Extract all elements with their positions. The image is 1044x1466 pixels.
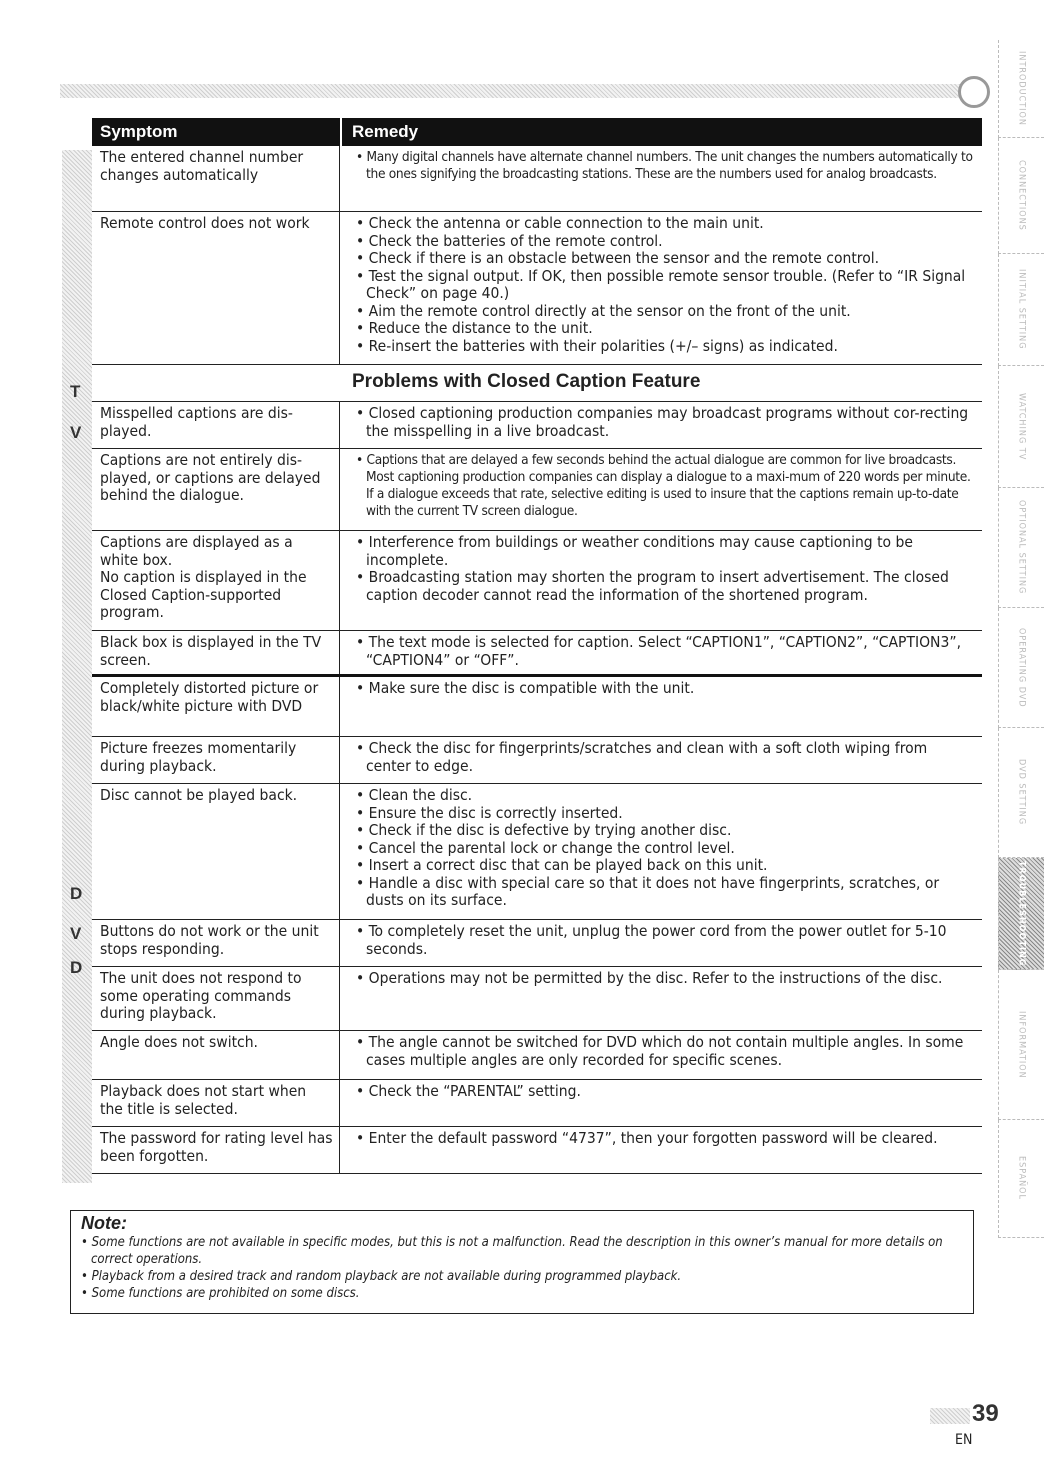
remedy-item: • Make sure the disc is compatible with the unit. xyxy=(356,679,695,697)
tab-introduction[interactable] xyxy=(998,40,1044,138)
table-row xyxy=(92,1080,982,1127)
tab-label: OPTIONAL SETTING xyxy=(1016,500,1027,595)
symptom-cell: Misspelled captions are dis-played. xyxy=(92,402,340,448)
remedy-item: • Check if the disc is defective by trying another disc. xyxy=(356,821,732,839)
symptom-cell: Playback does not start when the title is selected. xyxy=(92,1080,340,1126)
table-row xyxy=(92,784,982,920)
table-row xyxy=(92,146,982,212)
tab-label: WATCHING TV xyxy=(1016,392,1027,461)
symptom-cell: Disc cannot be played back. xyxy=(92,784,340,919)
tab-optional-setting[interactable] xyxy=(998,488,1044,608)
remedy-item: • Check the disc for fingerprints/scratches and clean with a soft cloth wiping from center to edge. xyxy=(356,739,928,775)
section-heading-row xyxy=(92,365,982,402)
tab-information[interactable] xyxy=(998,970,1044,1120)
tab-label: INFORMATION xyxy=(1016,1010,1027,1079)
remedy-item: • To completely reset the unit, unplug the power cord from the power outlet for 5-10 seconds. xyxy=(356,922,947,958)
tab-label: INTRODUCTION xyxy=(1016,51,1027,126)
remedy-item: • Aim the remote control directly at the sensor on the front of the unit. xyxy=(356,301,851,320)
remedy-item: • Operations may not be permitted by the disc. Refer to the instructions of the disc. xyxy=(356,969,943,987)
symptom-cell: Angle does not switch. xyxy=(92,1031,340,1079)
table-row xyxy=(92,402,982,449)
table-row xyxy=(92,677,982,737)
remedy-item: • Check the batteries of the remote control. xyxy=(356,231,663,250)
remedy-item: • Ensure the disc is correctly inserted. xyxy=(356,803,623,822)
remedy-item: • Captions that are delayed a few seconds behind the actual dialogue are common for live broadcasts. Most captioning production companies can display a dialogue to a maxi-mum of 220 words per minute. If a dialogue exceeds that rate, selective editing is used to insure that the captions remain up-to-date with the current TV screen dialogue. xyxy=(356,452,971,519)
tab-label: OPERATING DVD xyxy=(1016,627,1027,708)
symptom-cell: Buttons do not work or the unit stops responding. xyxy=(92,920,340,966)
tab-connections[interactable] xyxy=(998,138,1044,254)
tab-español[interactable] xyxy=(998,1120,1044,1238)
note-box xyxy=(70,1210,974,1314)
table-row xyxy=(92,212,982,365)
tab-watching-tv[interactable] xyxy=(998,366,1044,488)
symptom-cell: The entered channel number changes automatically xyxy=(92,146,340,211)
side-letter: V xyxy=(70,423,82,442)
note-item: • Playback from a desired track and random playback are not available during programmed playback. xyxy=(81,1269,682,1284)
table-row xyxy=(92,1031,982,1080)
tab-dvd-setting[interactable] xyxy=(998,728,1044,858)
remedy-item: • Interference from buildings or weather conditions may cause captioning to be incomplete. xyxy=(356,533,913,569)
empty-cell xyxy=(92,365,340,401)
remedy-cell xyxy=(340,449,982,530)
remedy-item: • Reduce the distance to the unit. xyxy=(356,319,593,337)
table-row xyxy=(92,531,982,631)
remedy-cell xyxy=(340,967,982,1030)
tab-operating-dvd[interactable] xyxy=(998,608,1044,728)
page-number-decoration xyxy=(930,1408,970,1424)
remedy-item: • Broadcasting station may shorten the program to insert advertisement. The closed caption decoder cannot read the information of the shortened program. xyxy=(356,568,949,604)
remedy-cell xyxy=(340,631,982,674)
remedy-cell xyxy=(340,784,982,919)
table-row xyxy=(92,631,982,677)
troubleshooting-table xyxy=(92,118,982,1174)
tab-label: INITIAL SETTING xyxy=(1016,269,1027,350)
symptom-cell: Captions are displayed as a white box. No caption is displayed in the Closed Caption-supported program. xyxy=(92,531,340,630)
table-row xyxy=(92,1127,982,1174)
symptom-cell: Picture freezes momentarily during playback. xyxy=(92,737,340,783)
symptom-cell: The unit does not respond to some operating commands during playback. xyxy=(92,967,340,1030)
section-strip xyxy=(62,150,92,1183)
table-row xyxy=(92,737,982,784)
tab-label: CONNECTIONS xyxy=(1016,160,1027,231)
symptom-cell: Remote control does not work xyxy=(92,212,340,364)
remedy-item: • Check the “PARENTAL” setting. xyxy=(356,1082,581,1100)
remedy-item: • Check if there is an obstacle between the sensor and the remote control. xyxy=(356,249,880,267)
remedy-cell xyxy=(340,1031,982,1079)
remedy-item: • Cancel the parental lock or change the control level. xyxy=(356,838,735,857)
remedy-cell xyxy=(340,212,982,364)
remedy-cell xyxy=(340,920,982,966)
remedy-cell xyxy=(340,1127,982,1173)
remedy-item: • Enter the default password “4737”, then your forgotten password will be cleared. xyxy=(356,1129,938,1147)
remedy-item: • The text mode is selected for caption. Select “CAPTION1”, “CAPTION2”, “CAPTION3”, “CAPTION4” or “OFF”. xyxy=(356,633,962,669)
side-letter: T xyxy=(70,382,81,401)
symptom-cell: Completely distorted picture or black/white picture with DVD xyxy=(92,677,340,736)
symptom-cell: The password for rating level has been forgotten. xyxy=(92,1127,340,1173)
tab-troubleshooting[interactable] xyxy=(998,858,1044,970)
remedy-cell xyxy=(340,531,982,630)
tab-label: TROUBLESHOOTING xyxy=(1016,860,1027,967)
remedy-cell xyxy=(340,146,982,211)
remedy-item: • Check the antenna or cable connection to the main unit. xyxy=(356,214,764,232)
remedy-item: • Closed captioning production companies may broadcast programs without cor-recting the misspelling in a live broadcast. xyxy=(356,404,969,440)
remedy-cell xyxy=(340,402,982,448)
remedy-item: • Clean the disc. xyxy=(356,786,473,804)
decorative-top-bar xyxy=(60,84,965,98)
remedy-item: • Re-insert the batteries with their polarities (+/– signs) as indicated. xyxy=(356,336,838,355)
symptom-cell: Black box is displayed in the TV screen. xyxy=(92,631,340,674)
note-title: Note: xyxy=(81,1213,127,1233)
tab-label: DVD SETTING xyxy=(1016,759,1027,826)
remedy-item: • Handle a disc with special care so that it does not have fingerprints, scratches, or dusts on its surface. xyxy=(356,873,940,909)
remedy-item: • Test the signal output. If OK, then possible remote sensor trouble. (Refer to “IR Signal Check” on page 40.) xyxy=(356,266,966,302)
symptom-cell: Captions are not entirely dis-played, or captions are delayed behind the dialogue. xyxy=(92,449,340,530)
page-number-text: 39 xyxy=(972,1400,999,1427)
side-letter: V xyxy=(70,924,82,943)
tab-label: ESPAÑOL xyxy=(1016,1156,1027,1201)
section-heading: Problems with Closed Caption Feature xyxy=(352,371,701,392)
decorative-circle xyxy=(958,76,990,108)
remedy-item: • The angle cannot be switched for DVD which do not contain multiple angles. In some cases multiple angles are only recorded for specific scenes. xyxy=(356,1033,964,1069)
remedy-item: • Many digital channels have alternate channel numbers. The unit changes the numbers automatically to the ones signifying the broadcasting stations. These are the numbers used for analog broadcasts. xyxy=(356,149,973,182)
remedy-cell xyxy=(340,1080,982,1126)
remedy-header: Remedy xyxy=(340,118,418,146)
remedy-item: • Insert a correct disc that can be played back on this unit. xyxy=(356,856,768,874)
side-letter: D xyxy=(70,958,83,977)
tab-initial-setting[interactable] xyxy=(998,254,1044,366)
side-letter: D xyxy=(70,884,83,903)
section-tabs xyxy=(998,40,1044,1238)
table-row xyxy=(92,967,982,1031)
table-row xyxy=(92,920,982,967)
note-item: • Some functions are not available in specific modes, but this is not a malfunction. Read the description in this owner’s manual for more details on correct operations. xyxy=(81,1235,943,1267)
table-header xyxy=(92,118,982,146)
remedy-cell xyxy=(340,737,982,783)
table-row xyxy=(92,449,982,531)
language-label: EN xyxy=(955,1432,973,1448)
page-number xyxy=(960,1400,1040,1436)
symptom-header: Symptom xyxy=(100,122,178,141)
note-item: • Some functions are prohibited on some discs. xyxy=(81,1286,360,1301)
remedy-cell xyxy=(340,677,982,736)
